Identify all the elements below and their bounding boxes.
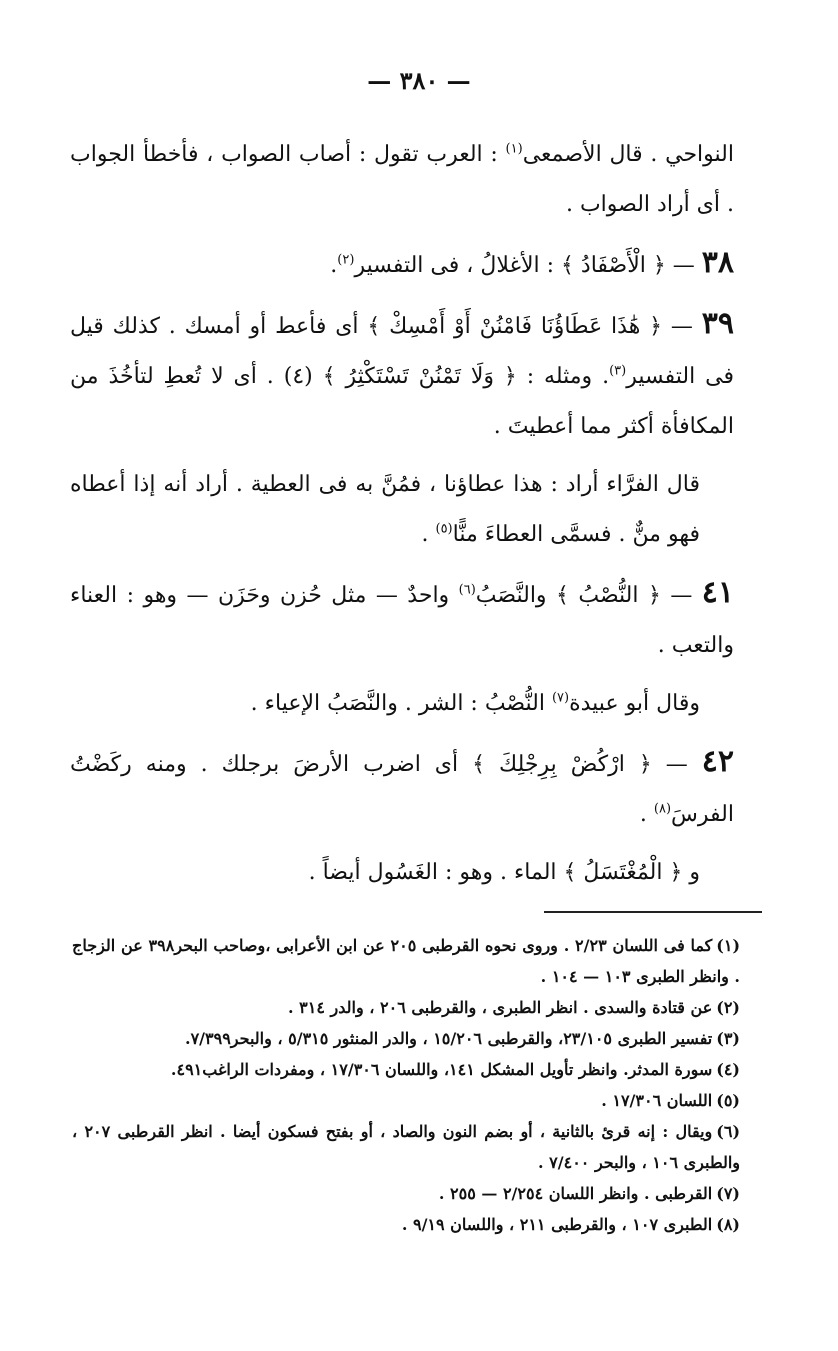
entry-text: — ﴿ ارْكُضْ بِرِجْلِكَ ﴾ أى اضرب الأرضَ برجلك . ومنه ركَضْتُ الفرسَ [70, 752, 734, 827]
footnote-number: (٦) [716, 1122, 741, 1141]
entry-text: واحدٌ — مثل حُزن وحَزَن — وهو : العناء والتعب . [70, 583, 734, 658]
footnote [72, 1209, 740, 1240]
entry-text: — ﴿ هَٰذَا عَطَاؤُنَا فَامْنُنْ أَوْ أَمْسِكْ ﴾ أى فأعط أو أمسك . كذلك قيل فى التفسير [70, 314, 734, 389]
paragraph [70, 460, 734, 560]
paragraph [70, 130, 734, 230]
footnote [72, 1023, 740, 1054]
footnote-number: (٥) [716, 1091, 740, 1110]
entry-number: ٣٩ [701, 306, 734, 341]
entry-42 [70, 737, 734, 840]
entry-text: . ومثله : ﴿ وَلَا تَمْنُنْ تَسْتَكْثِرُ ﴾ (٤) . أى لا تُعطِ لتأخُذَ من المكافأة أكثر مما أعطيتَ . [70, 364, 734, 439]
paragraph-text: و ﴿ الْمُغْتَسَلُ ﴾ الماء . وهو : الغَسُول أيضاً . [308, 860, 700, 885]
paragraph-text: . [421, 522, 436, 547]
paragraph [70, 679, 734, 729]
page-number: — ٣٨٠ — [367, 66, 471, 95]
entry-text: — ﴿ الْأَصْفَادُ ﴾ : الأغلالُ ، فى التفسير [354, 253, 702, 278]
footnote-ref: (٦) [458, 582, 476, 598]
footnote-text: كما فى اللسان ٢/٢٣ . وروى نحوه القرطبى ٢٠٥ عن ابن الأعرابى ،وصاحب البحر٣٩٨ عن الزجاج . وانظر الطبرى ١٠٣ — ١٠٤ . [72, 936, 740, 986]
footnote-ref: (٨) [653, 801, 672, 817]
footnote-ref: (١) [505, 141, 523, 157]
footnote-number: (٣) [716, 1029, 740, 1048]
footnote-divider [544, 911, 762, 913]
footnote-text: سورة المدثر. وانظر تأويل المشكل ١٤١، واللسان ١٧/٣٠٦ ، ومفردات الراغب٤٩١. [170, 1060, 713, 1079]
entry-text: . [330, 253, 338, 278]
entry-number: ٣٨ [701, 245, 734, 280]
main-text [70, 130, 734, 898]
footnote [72, 1178, 740, 1209]
footnote-number: (٢) [716, 998, 740, 1017]
entry-number: ٤١ [701, 575, 735, 610]
paragraph [70, 848, 734, 898]
footnotes [72, 930, 740, 1240]
entry-41 [70, 568, 734, 671]
footnote-text: ويقال : إنه قرئ بالثانية ، أو بضم النون والصاد ، أو بفتح فسكون أيضا . انظر القرطبى ٢٠٧ ، والطبرى ١٠٦ ، والبحر ٧/٤٠٠ . [72, 1122, 740, 1172]
footnote-text: تفسير الطبرى ٢٣/١٠٥، والقرطبى ١٥/٢٠٦ ، والدر المنثور ٥/٣١٥ ، والبحر٧/٣٩٩. [185, 1029, 713, 1048]
footnote-text: الطبرى ١٠٧ ، والقرطبى ٢١١ ، واللسان ٩/١٩ . [401, 1215, 713, 1234]
footnote-ref: (٧) [551, 690, 570, 706]
paragraph-text: قال الفرَّاء أراد : هذا عطاؤنا ، فمُنَّ به فى العطية . أراد أنه إذا أعطاه فهو منٌّ . فسمَّى العطاءَ منًّا [70, 472, 700, 547]
footnote-number: (٤) [716, 1060, 740, 1079]
paragraph-text: النُّصْبُ : الشر . والنَّصَبُ الإعياء . [250, 691, 552, 716]
footnote-text: عن قتادة والسدى . انظر الطبرى ، والقرطبى ٢٠٦ ، والدر ٣١٤ . [288, 998, 713, 1017]
footnote-number: (١) [716, 936, 741, 955]
footnote-number: (٨) [716, 1215, 740, 1234]
footnote [72, 1085, 740, 1116]
paragraph-text: النواحي . قال الأصمعى [522, 142, 734, 167]
entry-text: . [639, 802, 654, 827]
footnote [72, 1054, 740, 1085]
footnote-text: اللسان ١٧/٣٠٦ . [601, 1091, 713, 1110]
paragraph-text: : العرب تقول : أصاب الصواب ، فأخطأ الجواب . أى أراد الصواب . [70, 142, 734, 217]
footnote-ref: (٢) [337, 252, 355, 268]
footnote-ref: (٣) [609, 363, 627, 379]
footnote-ref: (٥) [435, 521, 453, 537]
entry-39 [70, 299, 734, 452]
footnote-text: القرطبى . وانظر اللسان ٢/٢٥٤ — ٢٥٥ . [438, 1184, 713, 1203]
footnote [72, 1116, 740, 1178]
footnote-number: (٧) [716, 1184, 740, 1203]
entry-38 [70, 238, 734, 291]
entry-number: ٤٢ [701, 744, 734, 779]
paragraph-text: وقال أبو عبيدة [569, 691, 700, 716]
footnote [72, 992, 740, 1023]
entry-text: — ﴿ النُّصْبُ ﴾ والنَّصَبُ [475, 583, 702, 608]
footnote [72, 930, 740, 992]
